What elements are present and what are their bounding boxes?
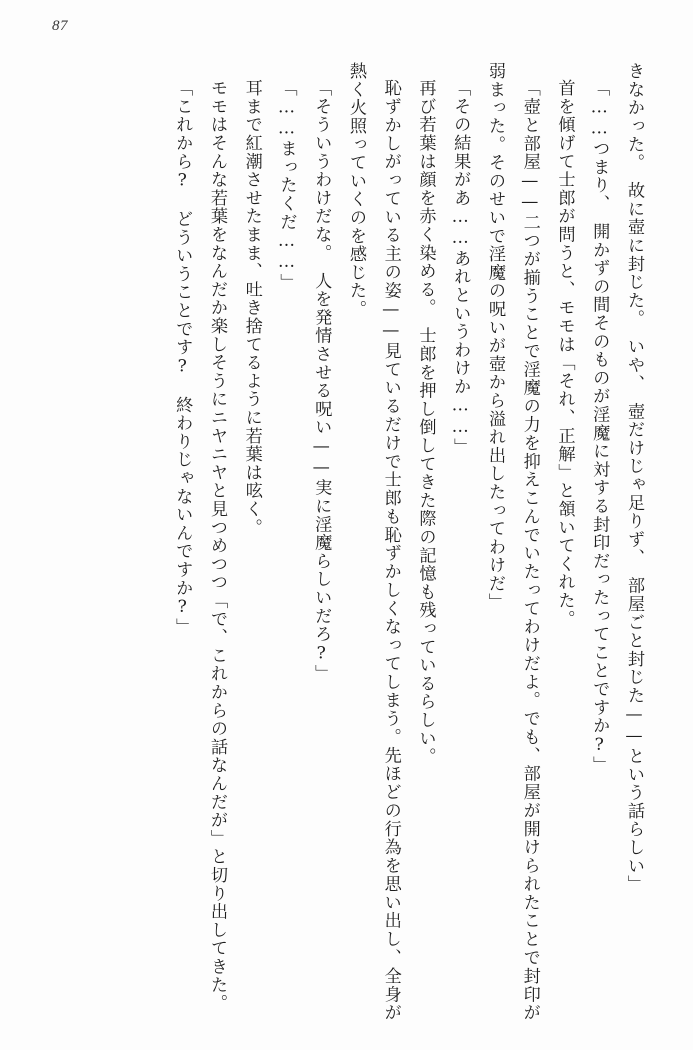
paragraph: 「そういうわけだな。 人を発情させる呪い——実に淫魔らしいだろ?」 — [311, 79, 332, 683]
paragraph: 「……つまり、 開かずの間そのものが淫魔に対する封印だったってことですか?」 — [589, 79, 610, 775]
paragraph: きなかった。 故に壺に封じた。 いや、 壺だけじゃ足りず、 部屋ごと封じた——という話らしい」 — [624, 62, 644, 894]
paragraph: モモはそんな若葉をなんだか楽しそうにニヤニヤと見つめつつ「で、これからの話なんだが」と切り出してきた。 — [207, 79, 227, 1013]
paragraph: 恥ずかしがっている主の姿——見ているだけで士郎も恥ずかしくなってしまう。先ほどの行為を思い出し、全身が熱く火照っていくのを感じた。 — [346, 62, 401, 1022]
paragraph: 「壺と部屋——二つが揃うことで淫魔の力を抑えこんでいたってわけだよ。でも、部屋が開けられたことで封印が弱まった。そのせいで淫魔の呪いが壺から溢れ出したってわけだ」 — [485, 62, 540, 1022]
paragraph: 首を傾げて士郎が問うと、モモは「それ、正解」と頷いてくれた。 — [554, 79, 575, 629]
page-number: 87 — [52, 18, 68, 34]
paragraph: 耳まで紅潮させたまま、吐き捨てるように若葉は呟く。 — [241, 79, 262, 537]
paragraph: 「その結果があ……あれというわけか……」 — [450, 79, 471, 457]
paragraph: 再び若葉は顔を赤く染める。 士郎を押し倒してきた際の記憶も残っているらしい。 — [415, 79, 436, 766]
page-body-vertical-text — [42, 62, 651, 1022]
paragraph: 「……まったくだ……」 — [276, 79, 297, 292]
paragraph: 「これから? どういうことです? 終わりじゃないんですか?」 — [172, 79, 193, 637]
